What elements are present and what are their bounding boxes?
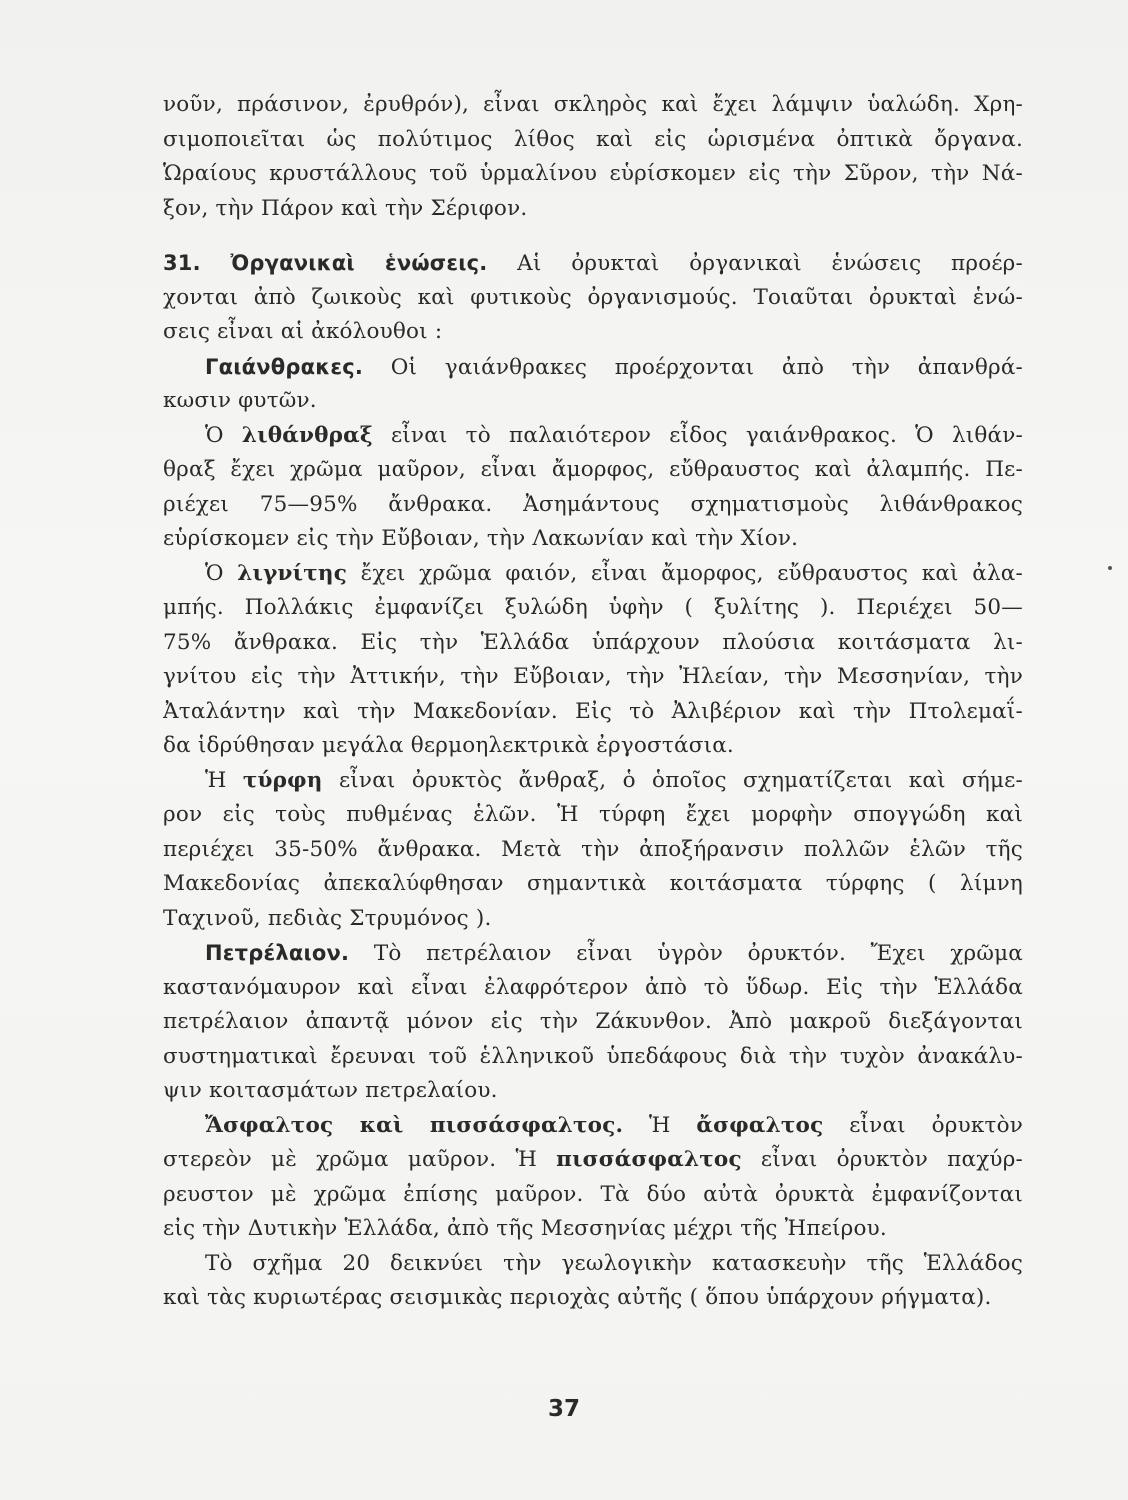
anthracite-title: λιθάνθραξ (241, 422, 373, 448)
text-line: Τὸ σχῆμα 20 δεικνύει τὴν γεωλογικὴν κατασκευὴν τῆς Ἑλλάδος (205, 1250, 1023, 1276)
text-line: ρευστον μὲ χρῶμα ἐπίσης μαῦρον. Τὰ δύο αὐτὰ ὀρυκτὰ ἐμφανίζονται (163, 1181, 1023, 1207)
text-line: γνίτου εἰς τὴν Ἀττικήν, τὴν Εὔβοιαν, τὴν Ἠλείαν, τὴν Μεσσηνίαν, τὴν (163, 664, 1023, 689)
text-line: 75% ἄνθρακα. Εἰς τὴν Ἑλλάδα ὑπάρχουν πλούσια κοιτάσματα λι- (163, 629, 1023, 655)
text-line: ψιν κοιτασμάτων πετρελαίου. (163, 1078, 498, 1103)
text-line: εὑρίσκομεν εἰς τὴν Εὔβοιαν, τὴν Λακωνίαν καὶ τὴν Χίον. (163, 526, 799, 551)
pitch-asphalt-term: πισσάσφαλτος (556, 1147, 742, 1172)
text-line: χονται ἀπὸ ζωικοὺς καὶ φυτικοὺς ὀργανισμούς. Τοιαῦται ὀρυκταὶ ἑνώ- (163, 284, 1023, 310)
text-line: ρον εἰς τοὺς πυθμένας ἑλῶν. Ἡ τύρφη ἔχει μορφὴν σπογγώδη καὶ (163, 802, 1023, 827)
text-line: ριέχει 75—95% ἄνθρακα. Ἀσημάντους σχηματισμοὺς λιθάνθρακος (163, 491, 1023, 517)
text-line: καὶ τὰς κυριωτέρας σεισμικὰς περιοχὰς αὐτῆς ( ὅπου ὑπάρχουν ρήγματα). (163, 1285, 992, 1310)
text-line: δα ἱδρύθησαν μεγάλα θερμοηλεκτρικὰ ἐργοστάσια. (163, 733, 734, 758)
page-number: 37 (547, 1396, 580, 1422)
page-text (163, 88, 1023, 1316)
text-line: συστηματικαὶ ἔρευναι τοῦ ἑλληνικοῦ ὑπεδάφους διὰ τὴν τυχὸν ἀνακάλυ- (163, 1043, 1023, 1069)
lignite-title: λιγνίτης (237, 560, 348, 586)
asphalt-title: Ἄσφαλτος καὶ πισσάσφαλτος. (205, 1112, 624, 1138)
asphalt-line (163, 1109, 1023, 1144)
text-line: κωσιν φυτῶν. (163, 388, 317, 413)
section-heading-line (163, 246, 1023, 281)
text-line: καστανόμαυρον καὶ εἶναι ἐλαφρότερον ἀπὸ τὸ ὕδωρ. Εἰς τὴν Ἑλλάδα (163, 974, 1023, 1000)
coal-title: Γαιάνθρακες. (205, 354, 364, 379)
asphalt-text: εἶναι ὀρυκτὸν (849, 1112, 1023, 1138)
asphalt-line-2 (163, 1143, 1023, 1178)
asphalt-term: ἄσφαλτος (696, 1112, 824, 1138)
peat-title: τύρφη (242, 767, 323, 793)
section-number: 31. (163, 251, 201, 275)
anthracite-prefix: Ὁ (205, 422, 224, 448)
text-line: ξον, τὴν Πάρον καὶ τὴν Σέριφον. (163, 195, 528, 221)
asphalt-line2-start: στερεὸν μὲ χρῶμα μαῦρον. Ἡ (163, 1147, 537, 1172)
anthracite-line (163, 419, 1023, 454)
text-line: νοῦν, πράσινον, ἐρυθρόν), εἶναι σκληρὸς καὶ ἔχει λάμψιν ὑαλώδη. Χρη- (163, 92, 1023, 117)
coal-text: Οἱ γαιάνθρακες προέρχονται ἀπὸ τὴν ἀπανθρά- (390, 354, 1023, 380)
peat-line (163, 764, 1023, 799)
section-text: Αἱ ὀρυκταὶ ὀργανικαὶ ἑνώσεις προέρ- (517, 251, 1023, 276)
text-line: εἰς τὴν Δυτικὴν Ἑλλάδα, ἀπὸ τῆς Μεσσηνίας μέχρι τῆς Ἠπείρου. (163, 1216, 887, 1241)
text-line: σεις εἶναι αἱ ἀκόλουθοι : (163, 319, 443, 344)
text-line: Μακεδονίας ἀπεκαλύφθησαν σημαντικὰ κοιτάσματα τύρφης ( λίμνη (163, 871, 1023, 896)
text-line: περιέχει 35-50% ἄνθρακα. Μετὰ τὴν ἀποξήρανσιν πολλῶν ἑλῶν τῆς (163, 836, 1023, 862)
anthracite-text: εἶναι τὸ παλαιότερον εἶδος γαιάνθρακος. Ὁ λιθάν- (390, 422, 1023, 448)
coal-line (163, 350, 1023, 385)
lignite-line (163, 557, 1023, 592)
text-line: Ἀταλάντην καὶ τὴν Μακεδονίαν. Εἰς τὸ Ἀλιβέριον καὶ τὴν Πτολεμαΐ- (163, 698, 1023, 724)
peat-text: εἶναι ὀρυκτὸς ἄνθραξ, ὁ ὁποῖος σχηματίζεται καὶ σήμε- (338, 767, 1023, 793)
oil-line (163, 936, 1023, 971)
oil-title: Πετρέλαιον. (205, 941, 350, 965)
text-line: θραξ ἔχει χρῶμα μαῦρον, εἶναι ἄμορφος, εὔθραυστος καὶ ἀλαμπής. Πε- (163, 457, 1023, 482)
asphalt-line2-rest: εἶναι ὀρυκτὸν παχύρ- (760, 1147, 1023, 1172)
text-line: μπής. Πολλάκις ἐμφανίζει ξυλώδη ὑφὴν ( ξυλίτης ). Περιέχει 50— (163, 595, 1023, 620)
lignite-text: ἔχει χρῶμα φαιόν, εἶναι ἄμορφος, εὔθραυστος καὶ ἀλα- (360, 560, 1023, 586)
asphalt-prefix: Ἡ (649, 1112, 671, 1138)
margin-speck (1108, 566, 1112, 570)
text-line: Ὡραίους κρυστάλλους τοῦ ὑρμαλίνου εὑρίσκομεν εἰς τὴν Σῦρον, τὴν Νά- (163, 161, 1023, 186)
lignite-prefix: Ὁ (205, 560, 224, 586)
section-title: Ὀργανικαὶ ἑνώσεις. (230, 251, 488, 275)
oil-text: Τὸ πετρέλαιον εἶναι ὑγρὸν ὀρυκτόν. Ἔχει χρῶμα (373, 941, 1023, 966)
text-line: πετρέλαιον ἀπαντᾷ μόνον εἰς τὴν Ζάκυνθον. Ἀπὸ μακροῦ διεξάγονται (163, 1009, 1023, 1034)
text-line: Ταχινοῦ, πεδιὰς Στρυμόνος ). (163, 905, 492, 931)
peat-prefix: Ἡ (205, 767, 227, 793)
text-line: σιμοποιεῖται ὡς πολύτιμος λίθος καὶ εἰς ὡρισμένα ὀπτικὰ ὄργανα. (163, 126, 1023, 152)
